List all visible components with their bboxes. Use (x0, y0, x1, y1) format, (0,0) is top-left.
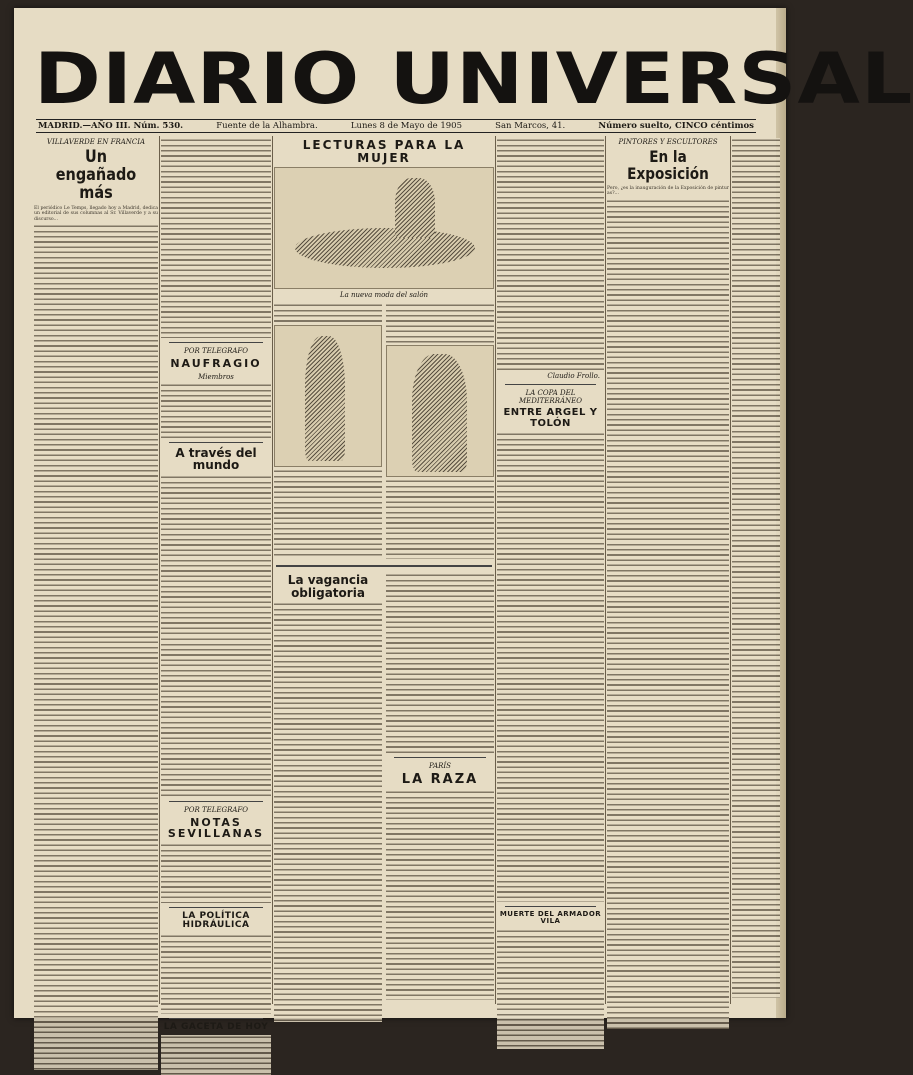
illustration-woman-with-hat (386, 345, 494, 477)
headline-a-traves-del-mundo: A través del mundo (175, 445, 257, 473)
headline-vagancia-obligatoria: La vagancia obligatoria (287, 573, 369, 600)
masthead-title: DIARIO UNIVERSAL (34, 38, 913, 120)
column-4 (497, 136, 604, 1004)
article-kicker: PINTORES Y ESCULTORES (618, 138, 718, 146)
headline-lecturas-para-la-mujer: LECTURAS PARA LA MUJER (302, 138, 466, 165)
address-left: Fuente de la Alhambra. (216, 121, 318, 131)
article-body-text (161, 383, 271, 438)
column-rule (730, 136, 731, 1004)
subhead-miembros: Miembros (198, 372, 234, 381)
article-body-text (161, 843, 271, 903)
headline-naufragio: NAUFRAGIO (170, 357, 262, 370)
column-1 (34, 136, 158, 1004)
newspaper-page (14, 8, 913, 1032)
article-body-text (161, 637, 271, 797)
headline-muerte-del-armador: MUERTE DEL ARMADOR VILA (499, 910, 602, 926)
article-body-text (161, 138, 271, 338)
masthead-info-bar (36, 119, 756, 133)
column-2 (161, 136, 271, 1032)
article-body-text (386, 479, 494, 559)
article-body-text (274, 303, 382, 323)
article-body-text (386, 303, 494, 343)
column-rule (495, 136, 496, 1004)
column-5 (607, 136, 729, 1004)
article-lead: El periódico Le Temps, llegado hoy a Madrid, dedica un editorial de sus columnas al Sr. Villaverde y a su discurso... (34, 205, 158, 222)
column-6-partial (732, 136, 780, 1004)
column-rule (272, 136, 273, 1004)
article-headline: Un engañado más (55, 147, 137, 203)
article-lead: Pero, ¿es la inauguración de la Exposición de pinturas?... (607, 185, 729, 197)
article-body-text (497, 929, 604, 1049)
section-kicker: POR TELEGRAFO (184, 347, 248, 355)
column-3 (274, 136, 494, 1004)
article-body-text (161, 1035, 271, 1075)
article-body-text (732, 138, 780, 998)
article-body-text (274, 469, 382, 559)
article-body-text (161, 475, 271, 635)
article-signature: Claudio Frollo. (547, 372, 600, 380)
headline-politica-hidraulica: LA POLÍTICA HIDRÁULICA (182, 910, 250, 931)
article-body-text (497, 432, 604, 902)
article-body-text (607, 199, 729, 1029)
section-kicker-paris: PARÍS (429, 762, 451, 771)
issue-number: MADRID.—AÑO III. Núm. 530. (38, 121, 184, 131)
section-kicker: LA COPA DEL MEDITERRÁNEO (518, 389, 582, 405)
headline-gaceta-de-hoy: LA GACETA DE HOY (163, 1021, 269, 1032)
section-kicker: POR TELEGRAFO (184, 805, 248, 814)
headline-notas-sevillanas: NOTAS SEVILLANAS (167, 815, 265, 841)
article-body-text (497, 138, 604, 370)
article-kicker: VILLAVERDE EN FRANCIA (46, 138, 146, 146)
column-rule (159, 136, 160, 1004)
address-right: San Marcos, 41. (495, 121, 566, 131)
headline-entre-argel-y-tolon: ENTRE ARGEL Y TOLÓN (503, 407, 598, 429)
headline-la-raza: LA RAZA (401, 772, 479, 788)
issue-date: Lunes 8 de Mayo de 1905 (350, 121, 462, 131)
article-body-text (274, 602, 382, 1022)
illustration-reclining-woman (274, 167, 494, 289)
article-body-text (386, 573, 494, 753)
illustration-caption: La nueva moda del salón (339, 291, 429, 300)
illustration-standing-woman (274, 325, 382, 467)
column-rule (605, 136, 606, 1004)
article-body-text (34, 224, 158, 1070)
issue-price: Número suelto, CINCO céntimos (598, 121, 754, 131)
article-body-text (386, 790, 494, 1000)
article-body-text (161, 934, 271, 1014)
article-headline: En la Exposición (627, 147, 709, 183)
